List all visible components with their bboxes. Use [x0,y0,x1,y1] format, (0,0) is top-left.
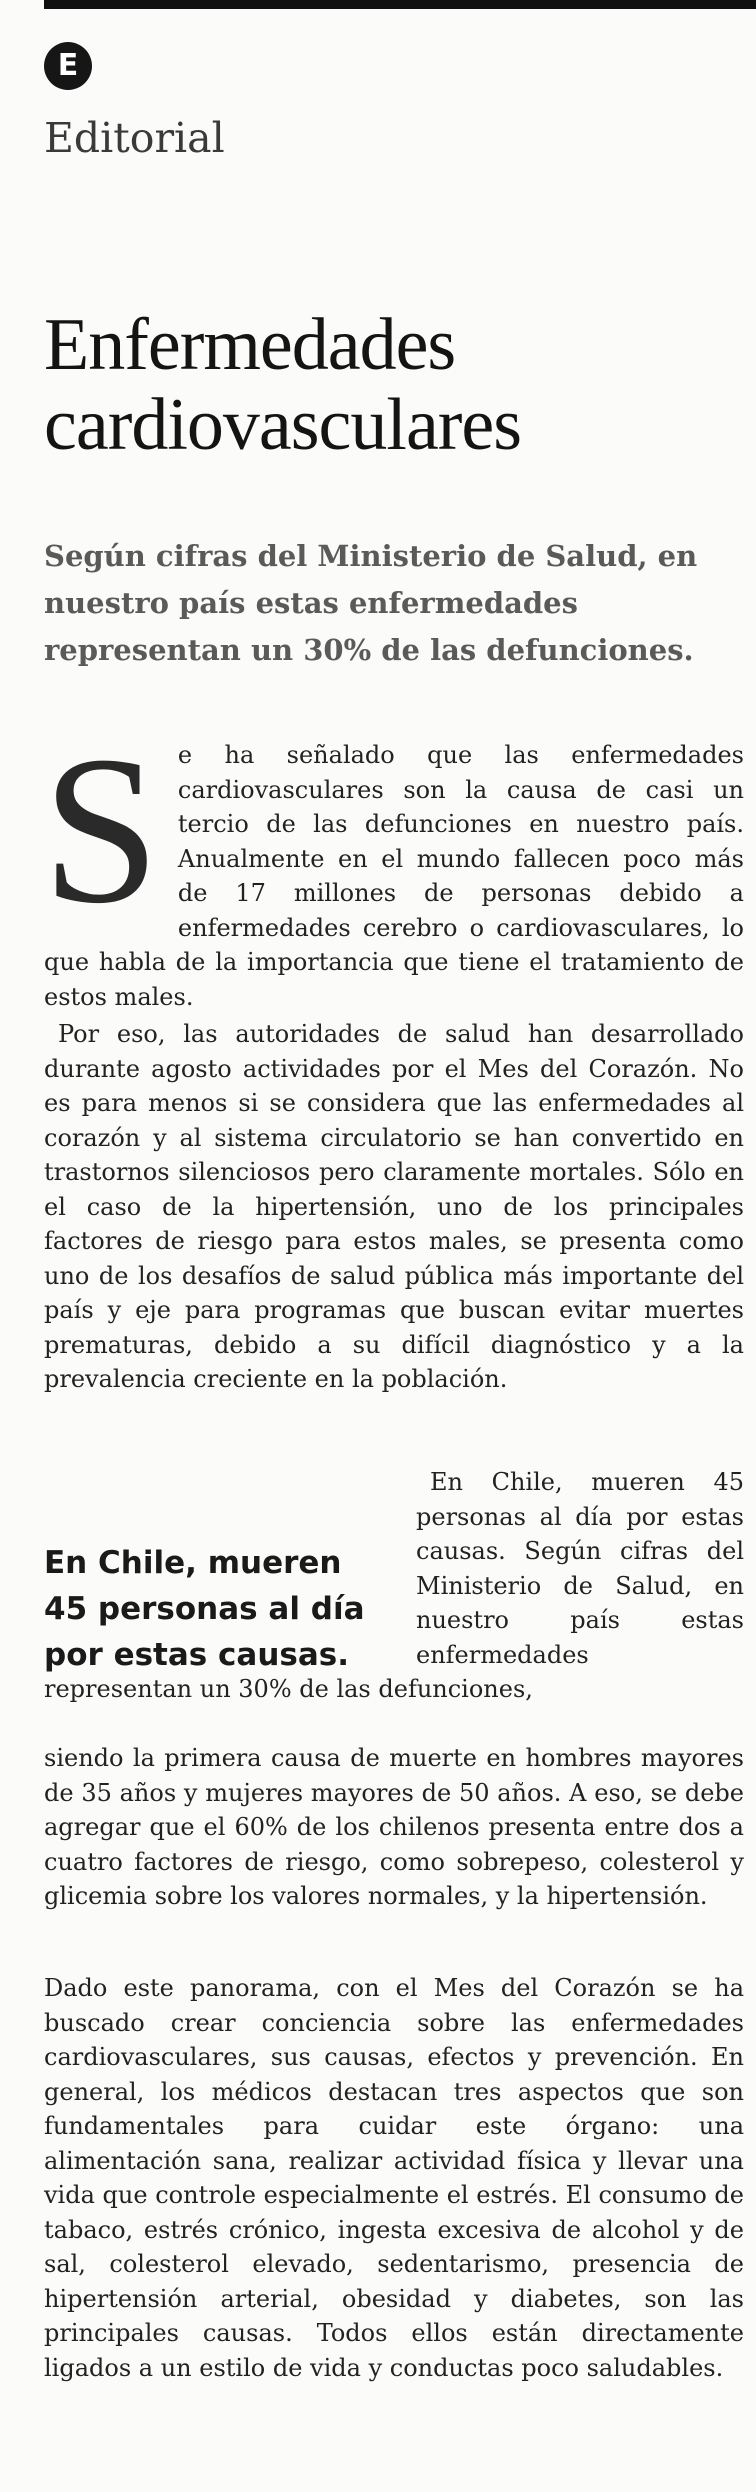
paragraph-1 [42,712,744,1014]
top-rule [44,0,756,9]
paragraph-2: Por eso, las autoridades de salud han desarrollado durante agosto actividades por el Mes del Corazón. No es para menos si se considera que las enfermedades al corazón y al sistema circulatorio se han convertido en trastornos silenciosos pero claramente mortales. Sólo en el caso de la hipertensión, uno de los principales factores de riesgo para estos males, se presenta como uno de los desafíos de salud pública más importante del país y eje para programas que buscan evitar muertes prematuras, debido a su difícil diagnóstico y a la prevalencia creciente en la población. [44,1020,744,1393]
pull-quote: En Chile, mueren 45 personas al día por estas causas. [44,1545,365,1673]
drop-cap: S [42,712,160,947]
paragraph-4: Dado este panorama, con el Mes del Corazón se ha buscado crear conciencia sobre las enfermedades cardiovasculares, sus causas, efectos y prevención. En general, los médicos destacan tres aspectos que son fundamentales para cuidar este órgano: una alimentación sana, realizar actividad física y llevar una vida que controle especialmente el estrés. El consumo de tabaco, estrés crónico, ingesta excesiva de alcohol y de sal, colesterol elevado, sedentarismo, presencia de hipertensión arterial, obesidad y diabetes, son las principales causas. Todos ellos están directamente ligados a un estilo de vida y conductas poco saludables. [44,1974,744,2382]
headline: Enfermedades cardiovasculares [44,304,522,466]
section-label: Editorial [44,114,225,162]
deck: Según cifras del Ministerio de Salud, en nuestro país estas enfermedades representan un 30% de las defunciones. [44,539,698,667]
paragraph-3-continued: siendo la primera causa de muerte en hombres mayores de 35 años y mujeres mayores de 50 años. A eso, se debe agregar que el 60% de los chilenos presenta entre dos a cuatro factores de riesgo, como sobrepeso, colesterol y glicemia sobre los valores normales, y la hipertensión. [44,1744,744,1910]
paragraph-3-text: En Chile, mueren 45 personas al día por estas causas. Según cifras del Ministerio de Salud, en nuestro país estas enfermedades representan un 30% de las defunciones, [44,1468,744,1703]
paragraph-1-text: e ha señalado que las enfermedades cardiovasculares son la causa de casi un tercio de las defunciones en nuestro país. Anualmente en el mundo fallecen poco más de 17 millones de personas debido a enfermedades cerebro o cardiovasculares, lo que habla de la importancia que tiene el tratamiento de estos males. [44,741,744,1011]
section-badge: E [44,42,92,90]
